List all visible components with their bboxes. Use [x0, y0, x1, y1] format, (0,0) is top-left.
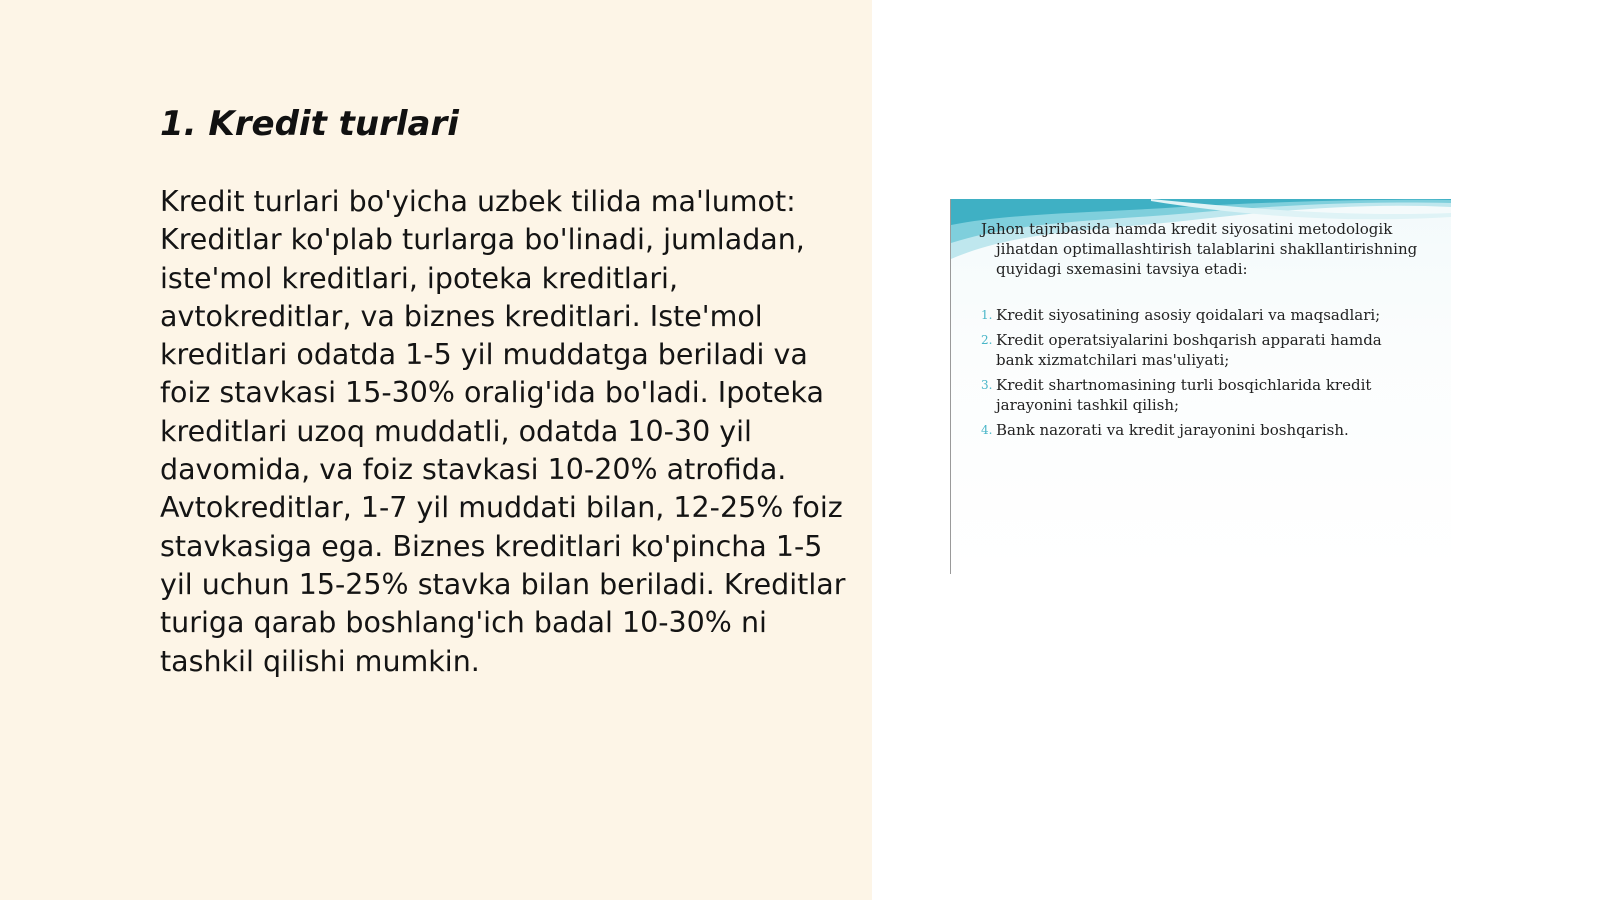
list-item [981, 420, 1421, 440]
list-item-text: Bank nazorati va kredit jarayonini boshqarish. [996, 421, 1349, 439]
list-item-text: Kredit siyosatining asosiy qoidalari va maqsadlari; [996, 306, 1381, 324]
slide-body-text: Kredit turlari bo'yicha uzbek tilida ma'lumot: Kreditlar ko'plab turlarga bo'linadi, jumladan, iste'mol kreditlari, ipoteka kreditlari, avtokreditlar, va biznes kreditlari. Iste'mol kreditlari odatda 1-5 yil muddatga beriladi va foiz stavkasi 15-30% oralig'ida bo'ladi. Ipoteka kreditlari uzoq muddatli, odatda 10-30 yil davomida, va foiz stavkasi 10-20% atrofida. Avtokreditlar, 1-7 yil muddati bilan, 12-25% foiz stavkasiga ega. Biznes kreditlari ko'pincha 1-5 yil uchun 15-25% stavka bilan beriladi. Kreditlar turiga qarab boshlang'ich badal 10-30% ni tashkil qilishi mumkin. [160, 185, 846, 678]
list-item [981, 305, 1421, 325]
thumbnail-intro-text: Jahon tajribasida hamda kredit siyosatini metodologik jihatdan optimallashtirish talablarini shakllantirishning quyidagi sxemasini tavsiya etadi: [981, 220, 1418, 278]
list-number: 1. [981, 308, 993, 322]
slide-thumbnail-image [950, 199, 1451, 574]
list-item-text: Kredit operatsiyalarini boshqarish apparati hamda bank xizmatchilari mas'uliyati; [996, 331, 1382, 369]
list-number: 4. [981, 423, 993, 437]
list-item [981, 375, 1421, 415]
thumbnail-list [981, 305, 1421, 445]
list-item-text: Kredit shartnomasining turli bosqichlarida kredit jarayonini tashkil qilish; [996, 376, 1372, 414]
list-number: 3. [981, 378, 993, 392]
slide-title: 1. Kredit turlari [160, 104, 459, 144]
list-item [981, 330, 1421, 370]
list-number: 2. [981, 333, 993, 347]
